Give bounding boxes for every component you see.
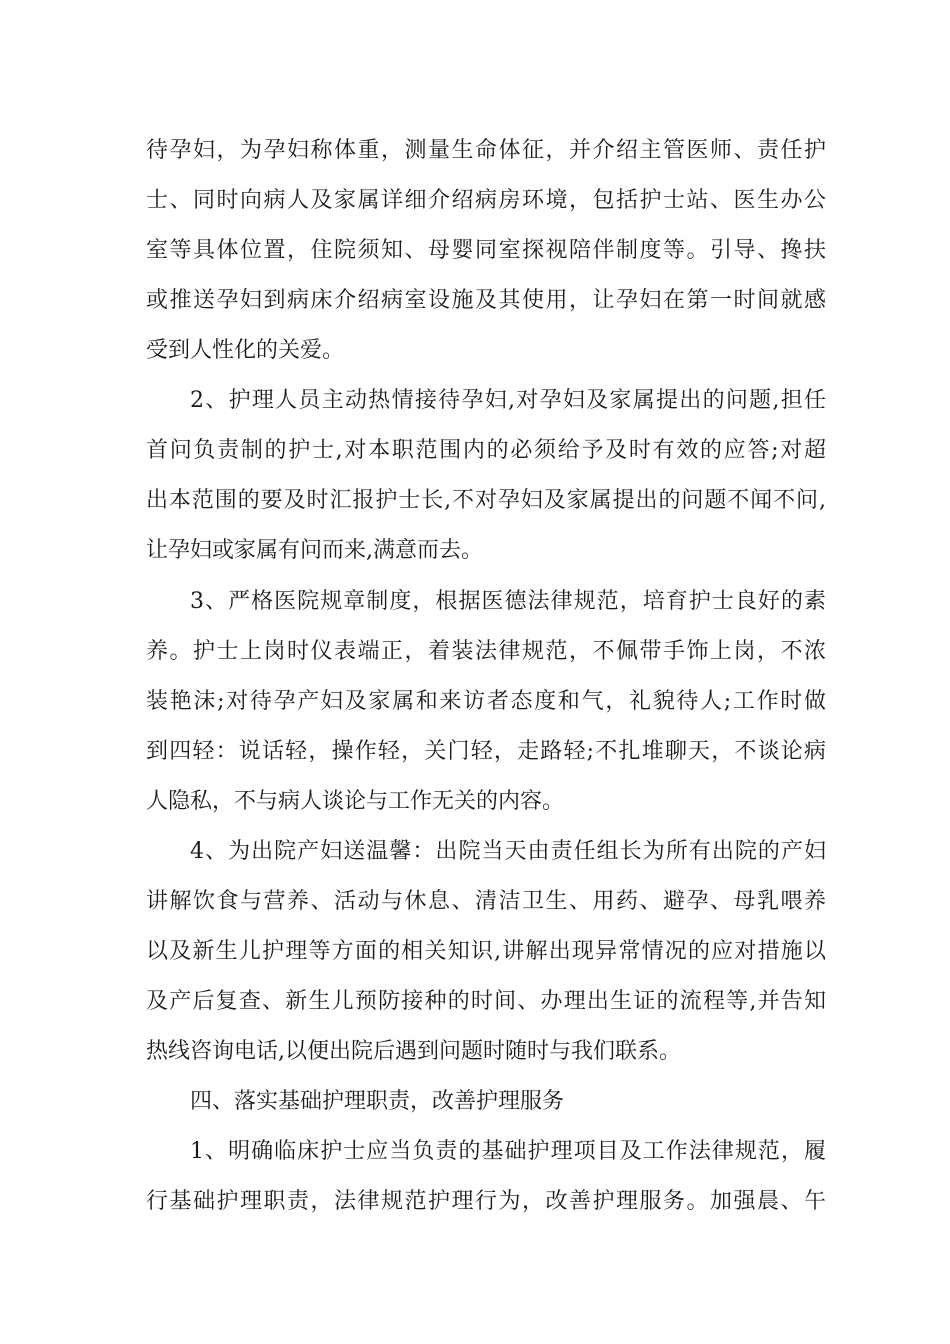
text-line: 室等具体位置，住院须知、母婴同室探视陪伴制度等。引导、搀扶 [146, 238, 826, 263]
text-line: 让孕妇或家属有问而来,满意而去。 [146, 538, 483, 563]
text-line: 养。护士上岗时仪表端正，着装法律规范，不佩带手饰上岗，不浓 [146, 639, 826, 664]
text-line: 到四轻：说话轻，操作轻，关门轻，走路轻;不扎堆聊天，不谈论病 [146, 739, 826, 764]
text-line: 2、护理人员主动热情接待孕妇,对孕妇及家属提出的问题,担任 [190, 388, 826, 413]
text-line: 以及新生儿护理等方面的相关知识,讲解出现异常情况的应对措施以 [146, 939, 826, 964]
text-line: 或推送孕妇到病床介绍病室设施及其使用，让孕妇在第一时间就感 [146, 288, 826, 313]
text-line: 人隐私，不与病人谈论与工作无关的内容。 [146, 789, 565, 814]
text-line: 3、严格医院规章制度，根据医德法律规范，培育护士良好的素 [190, 589, 826, 614]
text-line: 待孕妇，为孕妇称体重，测量生命体征，并介绍主管医师、责任护 [146, 138, 826, 163]
section-heading: 四、落实基础护理职责，改善护理服务 [190, 1089, 565, 1114]
text-line: 首问负责制的护士,对本职范围内的必须给予及时有效的应答;对超 [146, 438, 826, 463]
text-line: 1、明确临床护士应当负责的基础护理项目及工作法律规范，履 [190, 1139, 826, 1164]
text-line: 及产后复查、新生儿预防接种的时间、办理出生证的流程等,并告知 [146, 989, 826, 1014]
text-line: 受到人性化的关爱。 [146, 338, 345, 363]
text-line: 4、为出院产妇送温馨：出院当天由责任组长为所有出院的产妇 [190, 839, 826, 864]
text-line: 讲解饮食与营养、活动与休息、清洁卫生、用药、避孕、母乳喂养 [146, 889, 826, 914]
text-line: 装艳沫;对待孕产妇及家属和来访者态度和气，礼貌待人;工作时做 [146, 689, 826, 714]
text-line: 行基础护理职责，法律规范护理行为，改善护理服务。加强晨、午 [146, 1189, 826, 1214]
text-line: 热线咨询电话,以便出院后遇到问题时随时与我们联系。 [146, 1039, 681, 1064]
text-line: 出本范围的要及时汇报护士长,不对孕妇及家属提出的问题不闻不问, [146, 488, 826, 513]
text-line: 士、同时向病人及家属详细介绍病房环境，包括护士站、医生办公 [146, 188, 826, 213]
